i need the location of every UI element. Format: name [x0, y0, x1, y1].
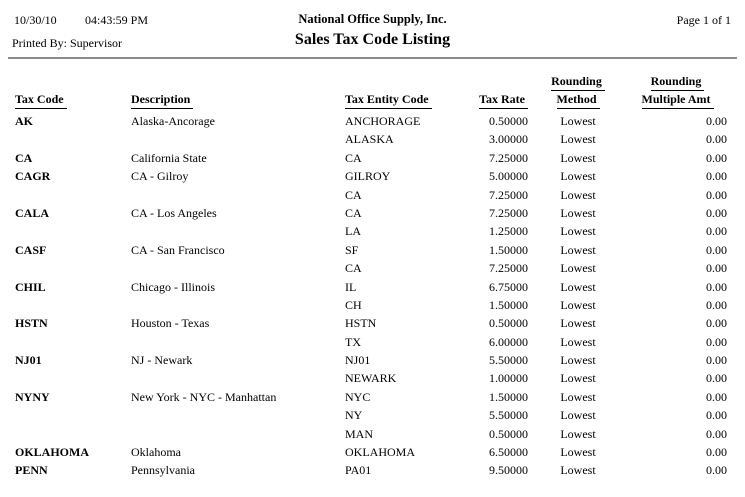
description-cell — [131, 406, 345, 424]
rounding-method-cell: Lowest — [560, 316, 596, 331]
description-cell — [131, 425, 345, 443]
table-body — [0, 112, 745, 480]
rounding-amount-cell: 0.00 — [706, 371, 727, 386]
table-row — [0, 425, 745, 443]
rounding-amount-cell: 0.00 — [706, 353, 727, 368]
tax-code-cell: CASF — [15, 242, 47, 257]
tax-code-cell: CALA — [15, 205, 50, 220]
rounding-amount-cell: 0.00 — [706, 261, 727, 276]
tax-rate-cell: 6.75000 — [489, 279, 528, 294]
table-row — [0, 278, 745, 296]
table-row — [0, 333, 745, 351]
tax-entity-code-cell: IL — [345, 279, 357, 294]
rounding-amount-cell: 0.00 — [706, 445, 727, 460]
tax-code-cell: AK — [15, 114, 33, 128]
tax-code-cell — [0, 186, 131, 204]
rounding-amount-cell: 0.00 — [706, 150, 727, 165]
tax-entity-code-cell: CA — [345, 150, 362, 165]
rounding-method-cell: Lowest — [560, 242, 596, 257]
tax-entity-code-cell: ANCHORAGE — [345, 114, 421, 128]
tax-rate-cell: 0.50000 — [489, 316, 528, 331]
tax-entity-code-cell: GILROY — [345, 169, 391, 184]
tax-rate-cell: 7.25000 — [489, 261, 528, 276]
tax-code-cell: HSTN — [15, 316, 48, 331]
table-row — [0, 369, 745, 387]
description-cell: NJ - Newark — [131, 353, 193, 368]
tax-code-cell — [0, 369, 131, 387]
table-header-row — [0, 76, 745, 109]
rounding-method-cell: Lowest — [560, 132, 596, 147]
rounding-method-cell: Lowest — [560, 426, 596, 441]
rounding-amount-cell: 0.00 — [706, 389, 727, 404]
table-row — [0, 351, 745, 369]
table-row — [0, 241, 745, 259]
tax-entity-code-cell: OKLAHOMA — [345, 445, 415, 460]
rounding-amount-cell: 0.00 — [706, 187, 727, 202]
tax-code-cell: NJ01 — [15, 353, 42, 368]
tax-code-cell: CA — [15, 150, 33, 165]
rounding-amount-cell: 0.00 — [706, 205, 727, 220]
company-name: National Office Supply, Inc. — [298, 12, 447, 26]
tax-rate-cell: 6.00000 — [489, 334, 528, 349]
rounding-method-cell: Lowest — [560, 445, 596, 460]
rounding-method-cell: Lowest — [560, 353, 596, 368]
tax-code-cell — [0, 425, 131, 443]
tax-rate-cell: 0.50000 — [489, 114, 528, 128]
table-row — [0, 167, 745, 185]
description-cell: California State — [131, 150, 207, 165]
rounding-amount-cell: 0.00 — [706, 408, 727, 423]
page-number: Page 1 of 1 — [676, 13, 731, 27]
table-row — [0, 443, 745, 461]
rounding-method-cell: Lowest — [560, 389, 596, 404]
rounding-amount-cell: 0.00 — [706, 297, 727, 312]
description-cell — [131, 186, 345, 204]
description-cell — [131, 130, 345, 148]
description-cell: Alaska-Ancorage — [131, 114, 215, 128]
tax-entity-code-cell: CA — [345, 205, 362, 220]
description-cell: CA - Los Angeles — [131, 205, 217, 220]
header-rounding-multiple-amt: Rounding Multiple Amt — [628, 76, 727, 109]
tax-entity-code-cell: HSTN — [345, 316, 377, 331]
tax-rate-cell: 7.25000 — [489, 150, 528, 165]
table-row — [0, 130, 745, 148]
rounding-method-cell: Lowest — [560, 297, 596, 312]
tax-rate-cell: 1.25000 — [489, 224, 528, 239]
description-cell — [131, 369, 345, 387]
tax-rate-cell: 9.50000 — [489, 463, 528, 478]
tax-rate-cell: 7.25000 — [489, 187, 528, 202]
rounding-method-cell: Lowest — [560, 408, 596, 423]
rounding-method-cell: Lowest — [560, 224, 596, 239]
rounding-amount-cell: 0.00 — [706, 242, 727, 257]
tax-entity-code-cell: NY — [345, 408, 363, 423]
tax-code-cell — [0, 406, 131, 424]
rounding-method-cell: Lowest — [560, 279, 596, 294]
description-cell: CA - San Francisco — [131, 242, 225, 257]
table-row — [0, 186, 745, 204]
tax-entity-code-cell: CA — [345, 187, 362, 202]
tax-entity-code-cell: NJ01 — [345, 353, 371, 368]
tax-entity-code-cell: NEWARK — [345, 371, 397, 386]
table-row — [0, 314, 745, 332]
rounding-method-cell: Lowest — [560, 187, 596, 202]
tax-code-cell: OKLAHOMA — [15, 445, 89, 460]
tax-rate-cell: 1.50000 — [489, 297, 528, 312]
report-time: 04:43:59 PM — [85, 13, 149, 27]
rounding-amount-cell: 0.00 — [706, 169, 727, 184]
tax-code-cell: CAGR — [15, 169, 51, 184]
tax-code-cell: CHIL — [15, 279, 46, 294]
rounding-method-cell: Lowest — [560, 150, 596, 165]
rounding-amount-cell: 0.00 — [706, 132, 727, 147]
header-tax-entity-code: Tax Entity Code — [345, 76, 455, 109]
description-cell: CA - Gilroy — [131, 169, 189, 184]
tax-entity-code-cell: MAN — [345, 426, 374, 441]
description-cell: Pennsylvania — [131, 463, 195, 478]
table-row — [0, 112, 745, 130]
description-cell: New York - NYC - Manhattan — [131, 389, 277, 404]
tax-code-cell — [0, 296, 131, 314]
rounding-method-cell: Lowest — [560, 114, 596, 128]
tax-code-cell — [0, 333, 131, 351]
rounding-amount-cell: 0.00 — [706, 463, 727, 478]
tax-rate-cell: 6.50000 — [489, 445, 528, 460]
description-cell — [131, 259, 345, 277]
rounding-method-cell: Lowest — [560, 261, 596, 276]
rounding-amount-cell: 0.00 — [706, 279, 727, 294]
tax-rate-cell: 5.50000 — [489, 408, 528, 423]
table-row — [0, 461, 745, 479]
description-cell — [131, 333, 345, 351]
description-cell: Chicago - Illinois — [131, 279, 215, 294]
rounding-method-cell: Lowest — [560, 334, 596, 349]
tax-entity-code-cell: NYC — [345, 389, 371, 404]
tax-entity-code-cell: LA — [345, 224, 361, 239]
printed-by-label: Printed By: Supervisor — [12, 36, 122, 50]
tax-code-cell: PENN — [15, 463, 48, 478]
tax-rate-cell: 5.00000 — [489, 169, 528, 184]
tax-rate-cell: 1.50000 — [489, 389, 528, 404]
report-title: Sales Tax Code Listing — [294, 31, 451, 48]
tax-code-cell: NYNY — [15, 389, 50, 404]
table-row — [0, 259, 745, 277]
rounding-amount-cell: 0.00 — [706, 426, 727, 441]
header-divider — [8, 57, 737, 59]
tax-code-cell — [0, 130, 131, 148]
header-tax-rate: Tax Rate — [455, 76, 528, 109]
description-cell — [131, 222, 345, 240]
tax-rate-cell: 0.50000 — [489, 426, 528, 441]
tax-rate-cell: 1.00000 — [489, 371, 528, 386]
tax-rate-cell: 1.50000 — [489, 242, 528, 257]
rounding-amount-cell: 0.00 — [706, 334, 727, 349]
rounding-method-cell: Lowest — [560, 371, 596, 386]
tax-entity-code-cell: CA — [345, 261, 362, 276]
tax-rate-cell: 5.50000 — [489, 353, 528, 368]
report-date: 10/30/10 — [14, 13, 57, 27]
rounding-amount-cell: 0.00 — [706, 316, 727, 331]
rounding-method-cell: Lowest — [560, 463, 596, 478]
tax-code-cell — [0, 259, 131, 277]
header-rounding-method: Rounding Method — [528, 76, 628, 109]
header-tax-code: Tax Code — [0, 76, 131, 109]
tax-entity-code-cell: ALASKA — [345, 132, 394, 147]
table-row — [0, 222, 745, 240]
header-description: Description — [131, 76, 345, 109]
tax-entity-code-cell: SF — [345, 242, 359, 257]
rounding-amount-cell: 0.00 — [706, 224, 727, 239]
tax-code-cell — [0, 222, 131, 240]
table-row — [0, 149, 745, 167]
tax-rate-cell: 7.25000 — [489, 205, 528, 220]
table-row — [0, 388, 745, 406]
description-cell — [131, 296, 345, 314]
description-cell: Oklahoma — [131, 445, 181, 460]
tax-rate-cell: 3.00000 — [489, 132, 528, 147]
rounding-amount-cell: 0.00 — [706, 114, 727, 128]
tax-entity-code-cell: PA01 — [345, 463, 372, 478]
tax-entity-code-cell: CH — [345, 297, 362, 312]
tax-entity-code-cell: TX — [345, 334, 361, 349]
table-row — [0, 204, 745, 222]
rounding-method-cell: Lowest — [560, 205, 596, 220]
table-row — [0, 406, 745, 424]
table-row — [0, 296, 745, 314]
rounding-method-cell: Lowest — [560, 169, 596, 184]
description-cell: Houston - Texas — [131, 316, 210, 331]
